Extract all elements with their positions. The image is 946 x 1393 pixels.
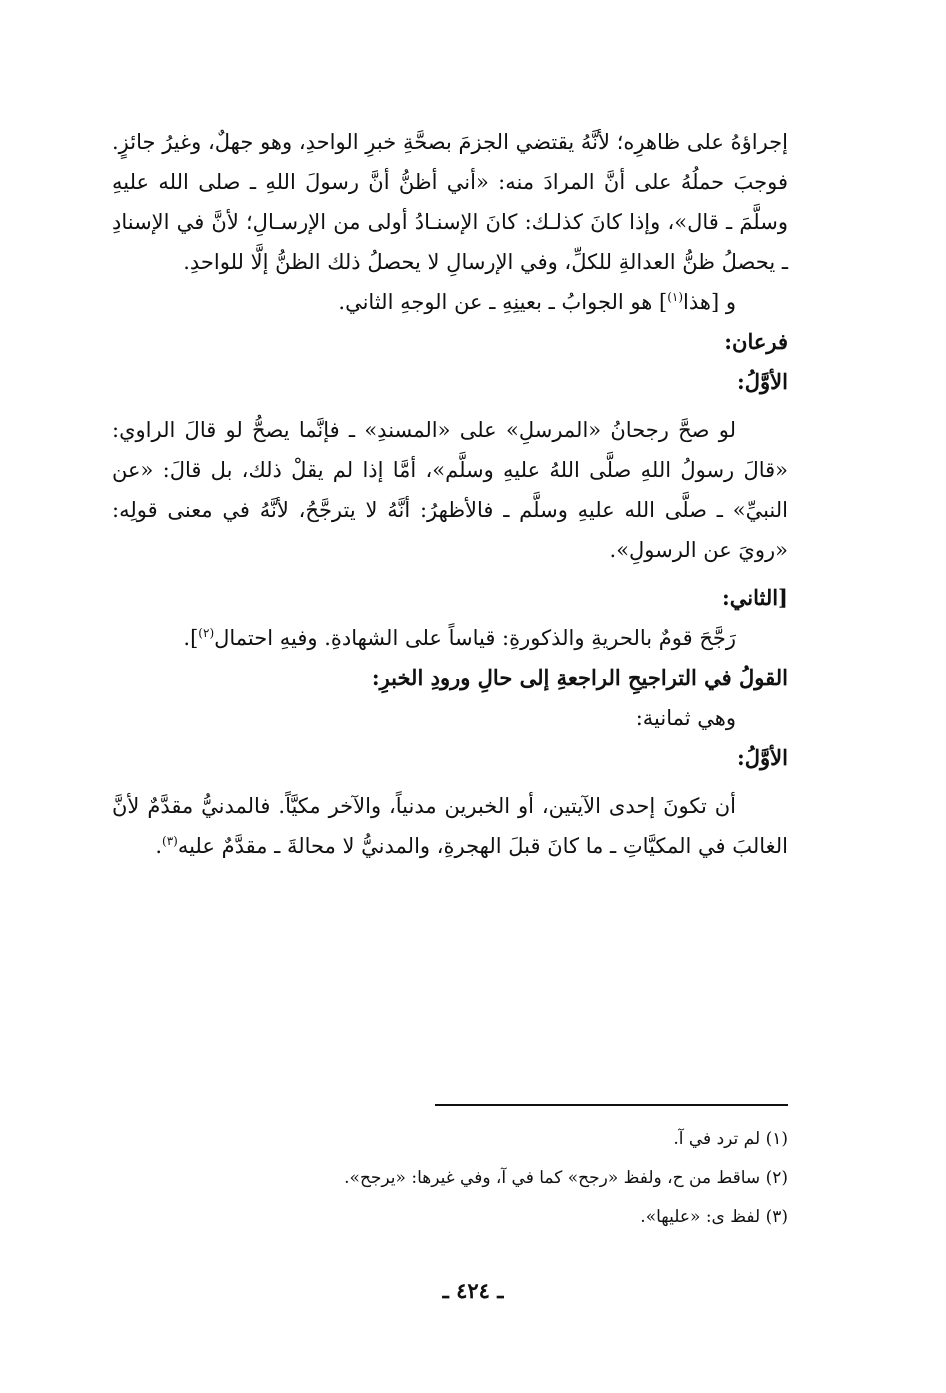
footnote-ref-3: (٣) [162, 834, 178, 848]
heading-second: [الثاني: [721, 585, 788, 610]
paragraph-2-suffix: ] هو الجوابُ ـ بعينِهِ ـ عن الوجهِ الثاني. [338, 290, 668, 314]
paragraph-1: إجراؤهُ على ظاهرِه؛ لأنَّهُ يقتضي الجزمَ بصحَّةِ خبرِ الواحدِ، وهو جهلٌ، وغيرُ جائزٍ. فوجبَ حملُهُ على أنَّ المرادَ منه: «أني أظنُّ أنَّ رسولَ اللهِ ـ صلى الله عليهِ وسلَّمَ ـ قال»، وإذا كانَ كذلـك: كانَ الإسنـادُ أولى من الإرسـالِ؛ لأنَّ في الإسنادِ ـ يحصلُ ظنُّ العدالةِ للكلِّ، وفي الإرسالِ لا يحصلُ ذلك الظنُّ إلَّا للواحدِ. [112, 130, 788, 274]
heading-branches: فرعان: [724, 329, 788, 354]
paragraph-3: لو صحَّ رجحانُ «المرسلِ» على «المسندِ» ـ فإنَّما يصحُّ لو قالَ الراوي: «قالَ رسولُ اللهِ صلَّى اللهُ عليهِ وسلَّم»، أمَّا إذا لم يقلْ ذلك، بل قالَ: «عن النبيِّ» ـ صلَّى الله عليهِ وسلَّم ـ فالأظهرُ: أنَّهُ لا يترجَّحُ، لأنَّهُ في معنى قولِه: «رويَ عن الرسولِ». [112, 418, 788, 562]
main-text [112, 122, 788, 866]
paragraph-2-prefix: و [هذا [683, 290, 736, 314]
section-heading: القولُ في التراجيحِ الراجعةِ إلى حالِ ورودِ الخبرِ: [371, 665, 788, 690]
footnotes [112, 1120, 788, 1237]
paragraph-4-suffix: ]. [183, 626, 199, 650]
footnote-1: (١) لم ترد في آ. [673, 1129, 788, 1149]
page-number: ـ ٤٢٤ ـ [442, 1278, 504, 1303]
paragraph-4 [112, 618, 788, 658]
paragraph-4-prefix: رَجَّحَ قومٌ بالحريةِ والذكورةِ: قياساً على الشهادةِ. وفيهِ احتمال [214, 626, 736, 650]
paragraph-6-prefix: أن تكونَ إحدى الآيتين، أو الخبرين مدنياً، والآخر مكيَّاً. فالمدنيُّ مقدَّمٌ لأنَّ الغالبَ في المكيَّاتِ ـ ما كانَ قبلَ الهجرةِ، والمدنيُّ لا محالةَ ـ مقدَّمٌ عليه [112, 794, 788, 858]
paragraph-2 [112, 282, 788, 322]
paragraph-6 [112, 786, 788, 866]
footnote-ref-2: (٢) [198, 626, 215, 640]
footnote-3: (٣) لفظ ى: «عليها». [640, 1207, 788, 1227]
heading-first: الأوَّلُ: [737, 369, 788, 394]
footnote-2: (٢) ساقط من ح، ولفظ «رجح» كما في آ، وفي غيرها: «يرجح». [344, 1168, 788, 1188]
footnote-ref-1: (١) [667, 290, 684, 304]
footnote-divider [435, 1104, 788, 1106]
paragraph-5: وهي ثمانية: [635, 706, 736, 730]
heading-first-2: الأوَّلُ: [737, 745, 788, 770]
paragraph-6-suffix: . [155, 834, 162, 858]
